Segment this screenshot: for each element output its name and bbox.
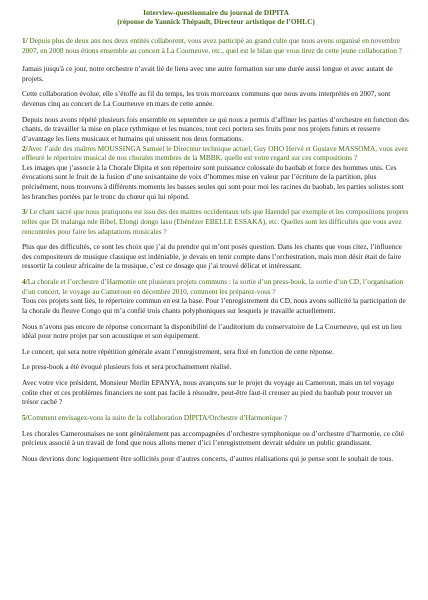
document-header bbox=[22, 8, 410, 27]
question-text: Le chant sacré que nous pratiquons est issu des des maitres occidentaux tels que Haendel par exemple et les compositions propres telles que Di malanga nde Bibel, Elongi dongo lasu (Ebénézer EBELLE ESSAKA), etc. Quelles sont les difficultés que vous avez rencontrées pour faire les adaptations musicales ? bbox=[22, 207, 409, 236]
question-text: Comment envisagez-vous la suite de la collaboration DIPITA/Orchestre d’Harmonique ? bbox=[27, 412, 288, 422]
question-number: 4/ bbox=[22, 277, 28, 287]
answer-paragraph: Nous devrions donc logiquement être sollicités pour d’autres concerts, d’autres réalisations qui je pense sont le souhait de tous. bbox=[22, 453, 394, 463]
answer-paragraph: Avec votre vice président, Monsieur Merlin EPANYA, nous avançons sur le projet du voyage au Cameroun, mais un tel voyage coûte cher et ces problèmes financiers ne sont pas facile à résoudre, peut-être faut-il creuser au pied du baobab pour trouver un trésor caché ? bbox=[22, 378, 395, 407]
question-text: Depuis plus de deux ans nos deux entités collaborent, vous avez participé au grand culte que nous avons organisé en novembre 2007, en 2008 nous étions ensemble au concert à La Courneuve, etc., quel est le bilan que vous tirez de cette jeune collaboration ? bbox=[22, 35, 402, 55]
answer-paragraph: Le concert, qui sera notre répétition générale avant l’enregistrement, sera fixé en fonction de cette réponse. bbox=[22, 346, 334, 356]
document-title: Interview-questionnaire du journal de DIPITA bbox=[143, 8, 289, 17]
question-2 bbox=[22, 144, 410, 163]
question-number: 2/ bbox=[22, 143, 28, 153]
answer-paragraph: Nous n’avons pas encore de réponse concernant la disponibilité de l’auditorium du conservatoire de La Courneuve, qui est un lieu idéal pour notre projet par son acoustique et son équipement. bbox=[22, 321, 402, 341]
question-text: Avec l’aide des maîtres MOUSSINGA Samuel le Directeur technique actuel, Guy OHO Hervé et Gustave MASSOMA, vous avez effleuré le répertoire musical de nos chorales membres de la MBBK, quelle est votre regard sur ces compositions ? bbox=[22, 143, 408, 163]
question-3 bbox=[22, 207, 410, 236]
answer-paragraph: Cette collaboration évolue, elle s’étoffe au fil du temps, les trois morceaux communs que nous avons interprétés en 2007, sont devenus cinq au concert de La Courneuve en mars de cette année. bbox=[22, 89, 391, 109]
answer-paragraph: Depuis nous avons répété plusieurs fois ensemble en septembre ce qui nous a permis d’affiner les parties d’orchestre en fonction des chants, de travailler la mise en place rythmique et les nuances, tout ceci portera ses fruits pour nos projets futurs et resserre d’avantage les liens musicaux et humains qui unissent nos deux formations. bbox=[22, 114, 409, 143]
answer-paragraph: Le press-book a été évoqué plusieurs fois et sera prochainement réalisé. bbox=[22, 362, 232, 372]
question-4 bbox=[22, 277, 410, 296]
question-5 bbox=[22, 413, 410, 423]
question-number: 3/ bbox=[22, 207, 28, 217]
answer-paragraph: Jamais jusqu'à ce jour, notre orchestre n’avait lié de liens avec une autre formation sur une durée aussi longue et avec autant de projets. bbox=[22, 64, 393, 83]
answer-paragraph: Les chorales Camerounaises ne sont généralement pas accompagnées d’orchestre symphonique ou d’orchestre d’harmonie, ce côté précieux associé à un travail de fond que nous allons mener d’ici l’enregistrement devrait séduire un public grandissant. bbox=[22, 428, 404, 448]
answer-paragraph: Les images que j’associe à la Chorale Dipita et son répertoire sont puissance colossale du baobab et force des hommes unis. Ces évocations sont le fruit de la fusion d’une soixantaine de voix d’hommes mise en valeur par l’écriture de la partition, plus précisément, nous trouvons à différents moments les basses seules qui sont pour moi les racines du baobab, les parties solistes sont les branches portées par le tronc du chœur qui lui répond. bbox=[22, 162, 404, 201]
answer-paragraph: Tous ces projets sont liés, le répertoire commun en est la base. Pour l’enregistrement du CD, nous avons sollicité la participation de la chorale du fleuve Congo qui m’a confié trois chants polyphoniques sur lesquels je travaille actuellement. bbox=[22, 296, 406, 315]
question-text: La chorale et l’orchestre d’Harmonie ont plusieurs projets communs : la sortie d’un press-book, la sortie d’un CD, l’organisation d’un concert, le voyage au Cameroun en décembre 2010, comment les préparez-vous ? bbox=[22, 277, 404, 296]
question-number: 5/ bbox=[22, 412, 28, 422]
question-1 bbox=[22, 36, 410, 55]
question-number: 1/ bbox=[22, 35, 28, 45]
document-subtitle: (réponse de Yannick Thépault, Directeur artistique de l’OHLC) bbox=[117, 17, 315, 27]
answer-paragraph: Plus que des difficultés, ce sont les choix que j’ai du prendre qui m’ont posés question. Dans les chants que vous citez, l’influence des compositeurs de musique classique est indéniable, je devais en tenir compte dans l’orchestration, mais mon désir était de faire ressortir la couleur africaine de la musique, c’est ce dosage que j’ai trouvé délicat et intéressant. bbox=[22, 242, 402, 271]
